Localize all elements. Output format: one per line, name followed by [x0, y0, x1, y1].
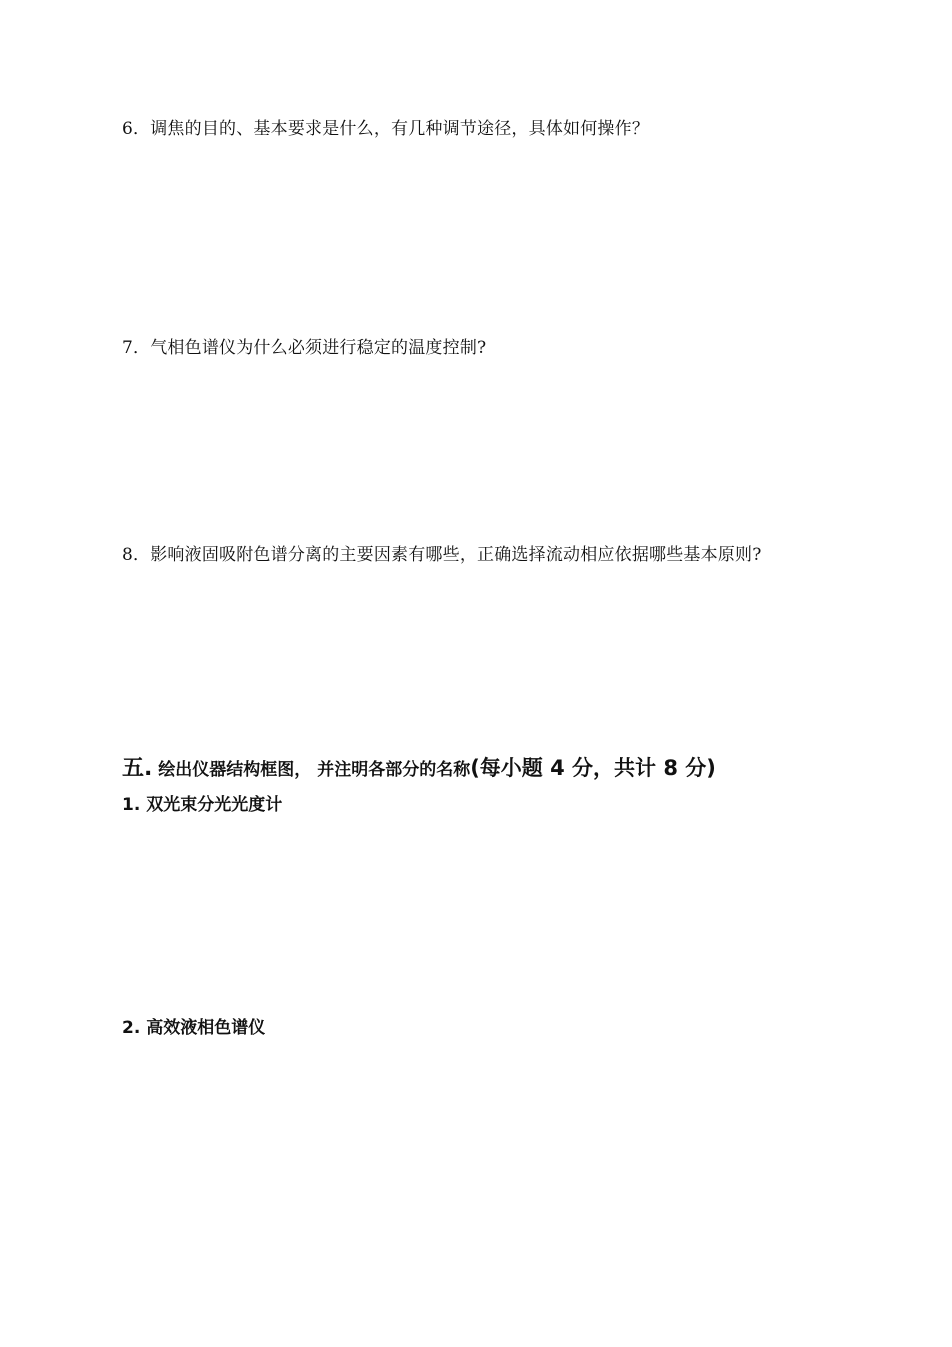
section-5-points: (每小题 4 分，共计 8 分) — [470, 756, 716, 780]
question-7 — [122, 333, 486, 358]
subitem-1-number: 1. — [122, 795, 141, 815]
question-8-text: 影响液固吸附色谱分离的主要因素有哪些，正确选择流动相应依据哪些基本原则? — [150, 545, 762, 565]
question-6-number: 6． — [122, 119, 151, 139]
question-8-number: 8． — [122, 545, 151, 565]
section-5-number: 五. — [122, 756, 153, 781]
section-5-title: 绘出仪器结构框图， 并注明各部分的名称 — [152, 760, 471, 780]
question-6 — [122, 114, 649, 139]
subitem-2-text: 高效液相色谱仪 — [146, 1018, 266, 1038]
subitem-1 — [122, 790, 282, 815]
subitem-2-number: 2. — [122, 1018, 141, 1038]
question-7-text: 气相色谱仪为什么必须进行稳定的温度控制? — [150, 338, 487, 358]
question-7-number: 7． — [122, 338, 151, 358]
question-8 — [122, 540, 762, 565]
question-6-text: 调焦的目的、基本要求是什么，有几种调节途径，具体如何操作？ — [150, 119, 650, 139]
subitem-1-text: 双光束分光光度计 — [146, 795, 283, 815]
subitem-2 — [122, 1013, 265, 1038]
section-5-heading — [122, 751, 716, 782]
